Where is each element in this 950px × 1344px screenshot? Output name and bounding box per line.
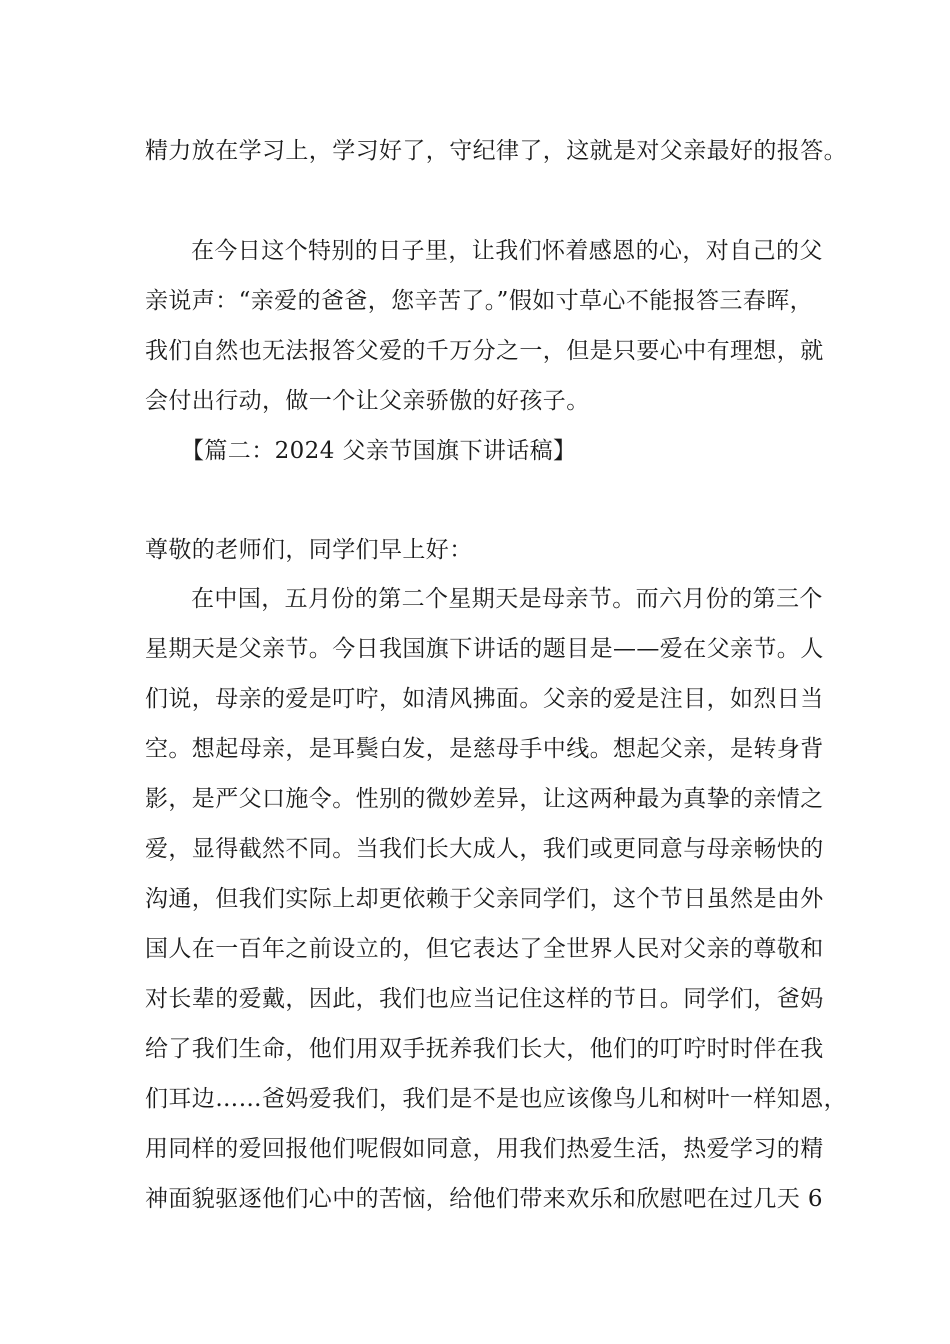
paragraph-line: 在中国，五月份的第二个星期天是母亲节。而六月份的第三个 <box>191 586 823 612</box>
paragraph-line: 影，是严父口施令。性别的微妙差异，让这两种最为真挚的亲情之 <box>145 786 824 812</box>
paragraph-line: 国人在一百年之前设立的，但它表达了全世界人民对父亲的尊敬和 <box>145 936 824 962</box>
paragraph-line: 我们自然也无法报答父爱的千万分之一，但是只要心中有理想，就 <box>145 338 824 364</box>
paragraph-line: 用同样的爱回报他们呢假如同意，用我们热爱生活，热爱学习的精 <box>145 1136 824 1162</box>
paragraph-line: 精力放在学习上，学习好了，守纪律了，这就是对父亲最好的报答。 <box>145 138 847 164</box>
paragraph-line: 给了我们生命，他们用双手抚养我们长大，他们的叮咛时时伴在我 <box>145 1036 824 1062</box>
paragraph-line: 在今日这个特别的日子里，让我们怀着感恩的心，对自己的父 <box>191 238 823 264</box>
paragraph-line: 亲说声：“亲爱的爸爸，您辛苦了。”假如寸草心不能报答三春晖， <box>145 288 814 314</box>
paragraph-line: 们说，母亲的爱是叮咛，如清风拂面。父亲的爱是注目，如烈日当 <box>145 686 824 712</box>
paragraph-line: 星期天是父亲节。今日我国旗下讲话的题目是——爱在父亲节。人 <box>145 636 824 662</box>
paragraph-line: 会付出行动，做一个让父亲骄傲的好孩子。 <box>145 388 590 414</box>
paragraph-line: 爱，显得截然不同。当我们长大成人，我们或更同意与母亲畅快的 <box>145 836 824 862</box>
paragraph-line: 沟通，但我们实际上却更依赖于父亲同学们，这个节日虽然是由外 <box>145 886 824 912</box>
section-heading: 【篇二：2024 父亲节国旗下讲话稿】 <box>181 438 577 464</box>
paragraph-line: 神面貌驱逐他们心中的苦恼，给他们带来欢乐和欣慰吧在过几天 6 <box>145 1186 823 1212</box>
salutation: 尊敬的老师们，同学们早上好： <box>145 537 473 563</box>
paragraph-line: 对长辈的爱戴，因此，我们也应当记住这样的节日。同学们，爸妈 <box>145 986 824 1012</box>
paragraph-line: 们耳边……爸妈爱我们，我们是不是也应该像鸟儿和树叶一样知恩， <box>145 1086 847 1112</box>
paragraph-line: 空。想起母亲，是耳鬓白发，是慈母手中线。想起父亲，是转身背 <box>145 736 824 762</box>
